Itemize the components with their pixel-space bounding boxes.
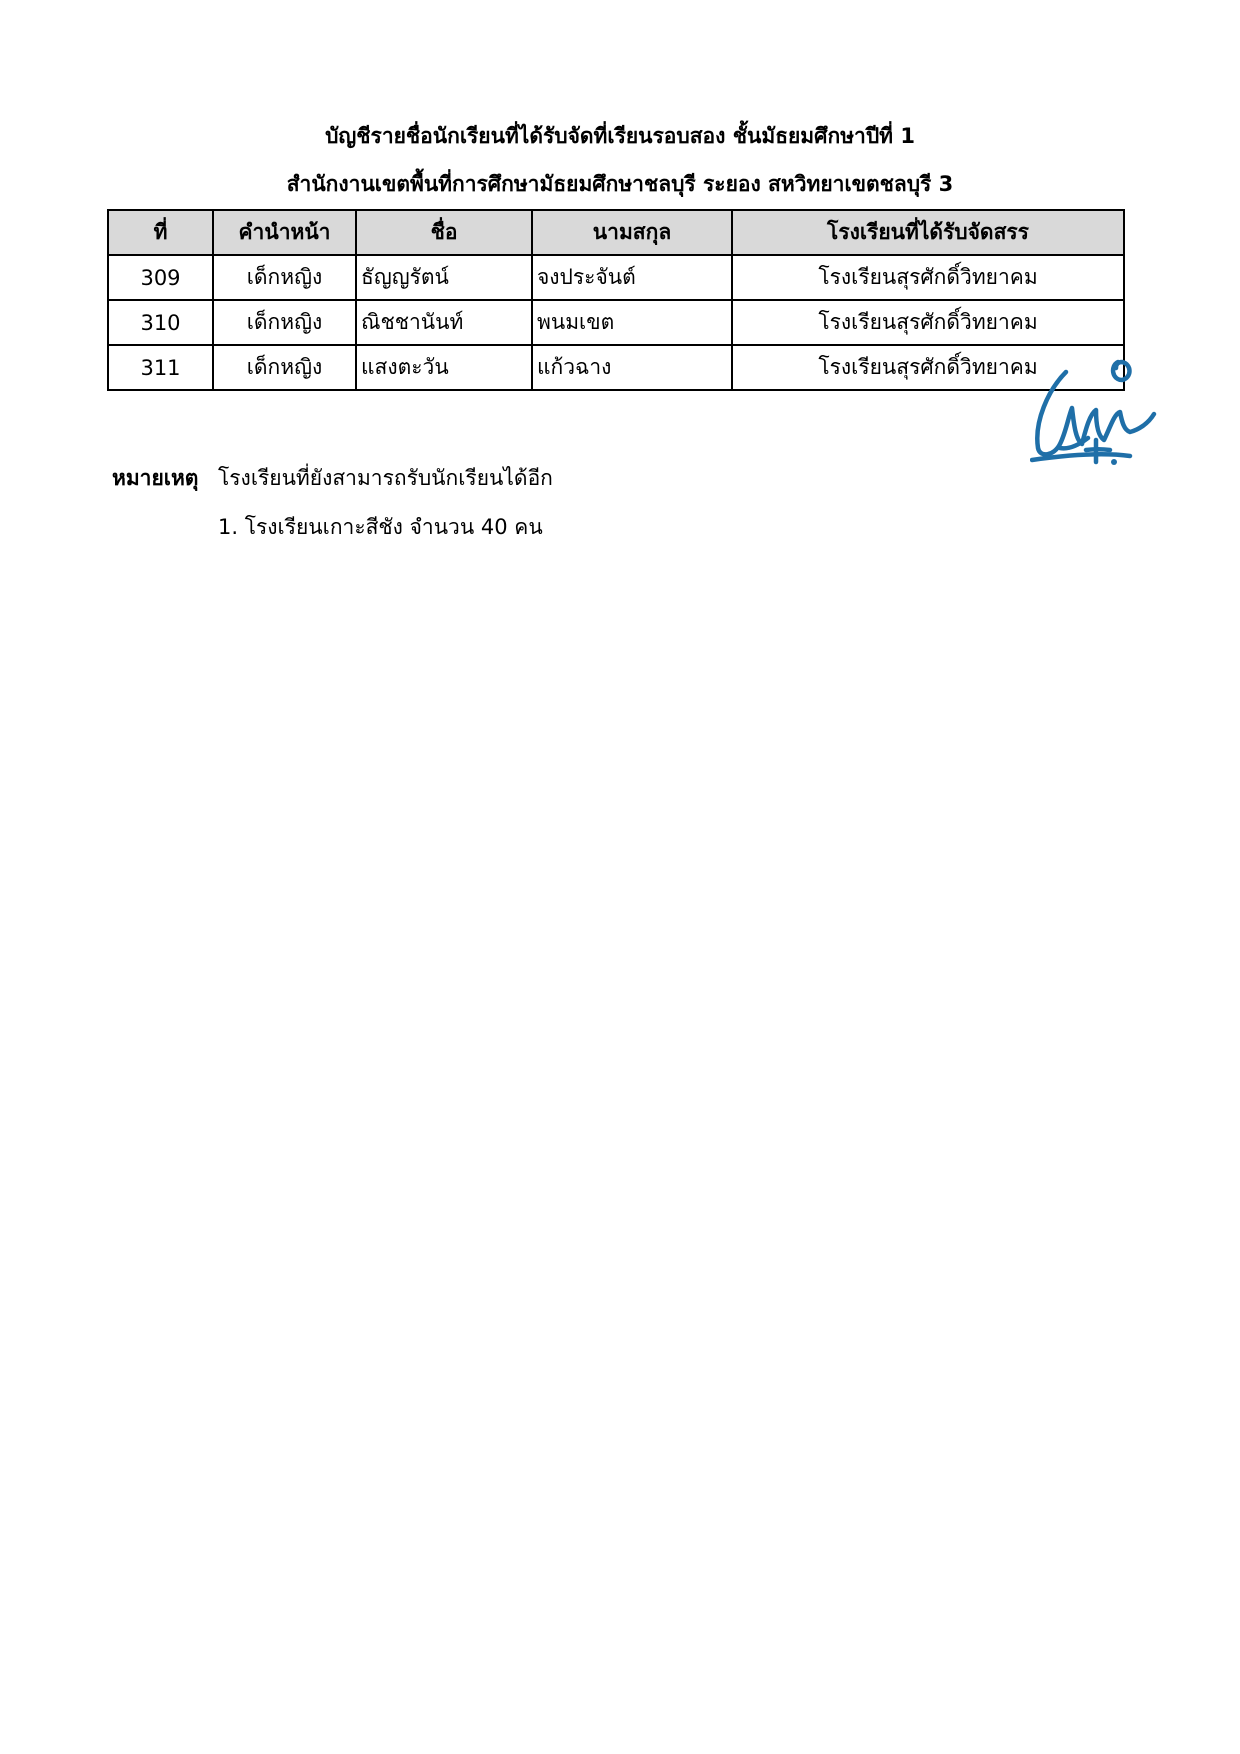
cell-school: โรงเรียนสุรศักดิ์วิทยาคม [732, 345, 1124, 390]
column-header-prefix: คำนำหน้า [213, 210, 356, 255]
note-label: หมายเหตุ [112, 466, 199, 490]
cell-first-name: ธัญญรัตน์ [356, 255, 532, 300]
table-header-row [108, 210, 1124, 255]
student-table [107, 209, 1125, 391]
table-row [108, 300, 1124, 345]
column-header-school: โรงเรียนที่ได้รับจัดสรร [732, 210, 1124, 255]
cell-prefix: เด็กหญิง [213, 345, 356, 390]
column-header-no: ที่ [108, 210, 213, 255]
cell-no: 310 [108, 300, 213, 345]
cell-school: โรงเรียนสุรศักดิ์วิทยาคม [732, 300, 1124, 345]
cell-no: 309 [108, 255, 213, 300]
cell-last-name: แก้วฉาง [532, 345, 732, 390]
document-subtitle: สำนักงานเขตพื้นที่การศึกษามัธยมศึกษาชลบุรี ระยอง สหวิทยาเขตชลบุรี 3 [286, 172, 954, 196]
cell-last-name: จงประจันต์ [532, 255, 732, 300]
cell-first-name: ณิชชานันท์ [356, 300, 532, 345]
note-text: โรงเรียนที่ยังสามารถรับนักเรียนได้อีก [218, 466, 553, 490]
cell-first-name: แสงตะวัน [356, 345, 532, 390]
cell-last-name: พนมเขต [532, 300, 732, 345]
cell-prefix: เด็กหญิง [213, 255, 356, 300]
document-title: บัญชีรายชื่อนักเรียนที่ได้รับจัดที่เรียนรอบสอง ชั้นมัธยมศึกษาปีที่ 1 [325, 124, 915, 148]
cell-school: โรงเรียนสุรศักดิ์วิทยาคม [732, 255, 1124, 300]
cell-prefix: เด็กหญิง [213, 300, 356, 345]
cell-no: 311 [108, 345, 213, 390]
table-row [108, 345, 1124, 390]
column-header-last-name: นามสกุล [532, 210, 732, 255]
table-row [108, 255, 1124, 300]
handwritten-signature [1030, 352, 1162, 470]
column-header-first-name: ชื่อ [356, 210, 532, 255]
note-list-item: 1. โรงเรียนเกาะสีชัง จำนวน 40 คน [218, 515, 543, 539]
